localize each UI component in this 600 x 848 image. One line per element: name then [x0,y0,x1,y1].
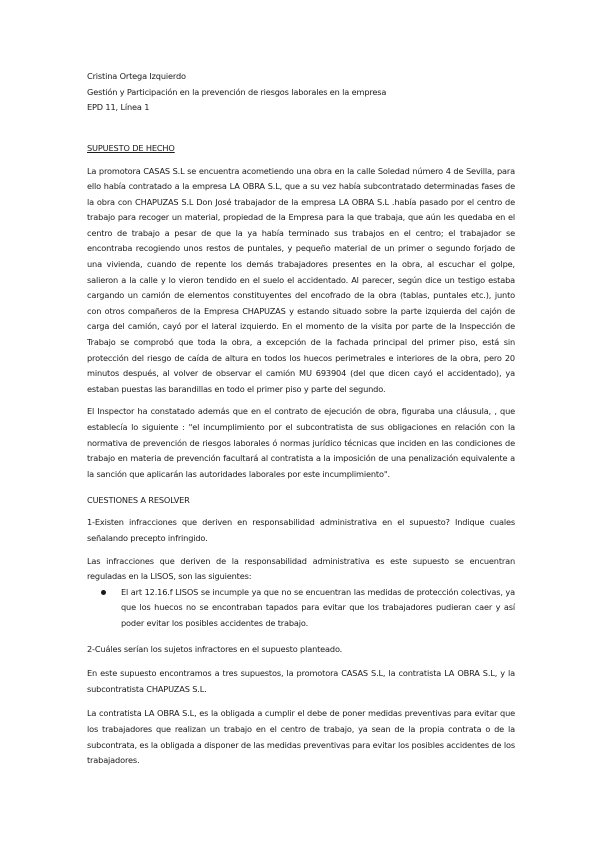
facts-paragraph-1: La promotora CASAS S.L se encuentra acometiendo una obra en la calle Soledad número 4 de Sevilla, para ello había contratado a la empresa LA OBRA S.L, que a su vez había subcontratado determinadas fases de la obra con CHAPUZAS S.L Don José trabajador de la empresa LA OBRA S.L .había pasado por el centro de trabajo para recoger un material, propiedad de la Empresa para la que trabaja, que aún les quedaba en el centro de trabajo a pesar de que la ya había terminado sus trabajos en el centro; el trabajador se encontraba recogiendo unos restos de puntales, y pequeño material de un primer o segundo forjado de una vivienda, cuando de repente los demás trabajadores presentes en la obra, al escuchar el golpe, salieron a la calle y lo vieron tendido en el suelo el accidentado. Al parecer, según dice un testigo estaba cargando un camión de elementos constituyentes del encofrado de la obra (tablas, puntales etc.), junto con otros compañeros de la Empresa CHAPUZAS y estando situado sobre la parte izquierda del cajón de carga del camión, cayó por el lateral izquierdo. En el momento de la visita por parte de la Inspección de Trabajo se comprobó que toda la obra, a excepción de la fachada principal del primer piso, está sin protección del riesgo de caída de altura en todos los huecos perimetrales e interiores de la obra, pero 20 minutos después, al volver de observar el camión MU 693904 (del que dicen cayó el accidentado), ya estaban puestas las barandillas en todo el primer piso y parte del segundo. [87,165,515,394]
bullet-icon [101,590,106,595]
group-line: EPD 11, Línea 1 [87,102,150,112]
list-item [113,585,515,632]
answer-2-paragraph-1: En este supuesto encontramos a tres supuestos, la promotora CASAS S.L, la contratista LA OBRA S.L, y la subcontratista CHAPUZAS S.L. [87,668,515,694]
question-1: 1-Existen infracciones que deriven en responsabilidad administrativa en el supuesto? Indique cuales señalando precepto infringido. [87,517,515,543]
answer-1-list [87,585,515,632]
author-name: Cristina Ortega Izquierdo [87,71,186,81]
facts-heading: SUPUESTO DE HECHO [87,142,175,153]
questions-heading: CUESTIONES A RESOLVER [87,495,190,506]
list-item-text: El art 12.16.f LISOS se incumple ya que no se encuentran las medidas de protección colectivas, ya que los huecos no se encontraban tapados para evitar que los trabajadores pudieran caer y así poder evitar los posibles accidentes de trabajo. [121,586,515,628]
answer-2-paragraph-2: La contratista LA OBRA S.L, es la obligada a cumplir el debe de poner medidas preventivas para evitar que los trabajadores que realizan un trabajo en el centro de trabajo, ya sean de la propia contrata o de la subcontrata, es la obligada a disponer de las medidas preventivas para evitar los posibles accidentes de los trabajadores. [87,708,515,766]
answer-1-intro: Las infracciones que deriven de la responsabilidad administrativa es este supuesto se encuentran reguladas en la LISOS, son las siguientes: [87,555,515,582]
question-2: 2-Cuáles serían los sujetos infractores en el supuesto planteado. [87,643,343,654]
course-subject: Gestión y Participación en la prevención de riesgos laborales en la empresa [87,86,387,97]
facts-paragraph-2: El Inspector ha constatado además que en el contrato de ejecución de obra, figuraba una cláusula, , que establecía lo siguiente : "el incumplimiento por el subcontratista de sus obligaciones en relación con la normativa de prevención de riesgos laborales ó normas jurídico técnicas que inciden en las condiciones de trabajo en materia de prevención facultará al contratista a la imposición de una penalización equivalente a la sanción que aplicarán las autoridades laborales por este incumplimiento". [87,406,515,479]
